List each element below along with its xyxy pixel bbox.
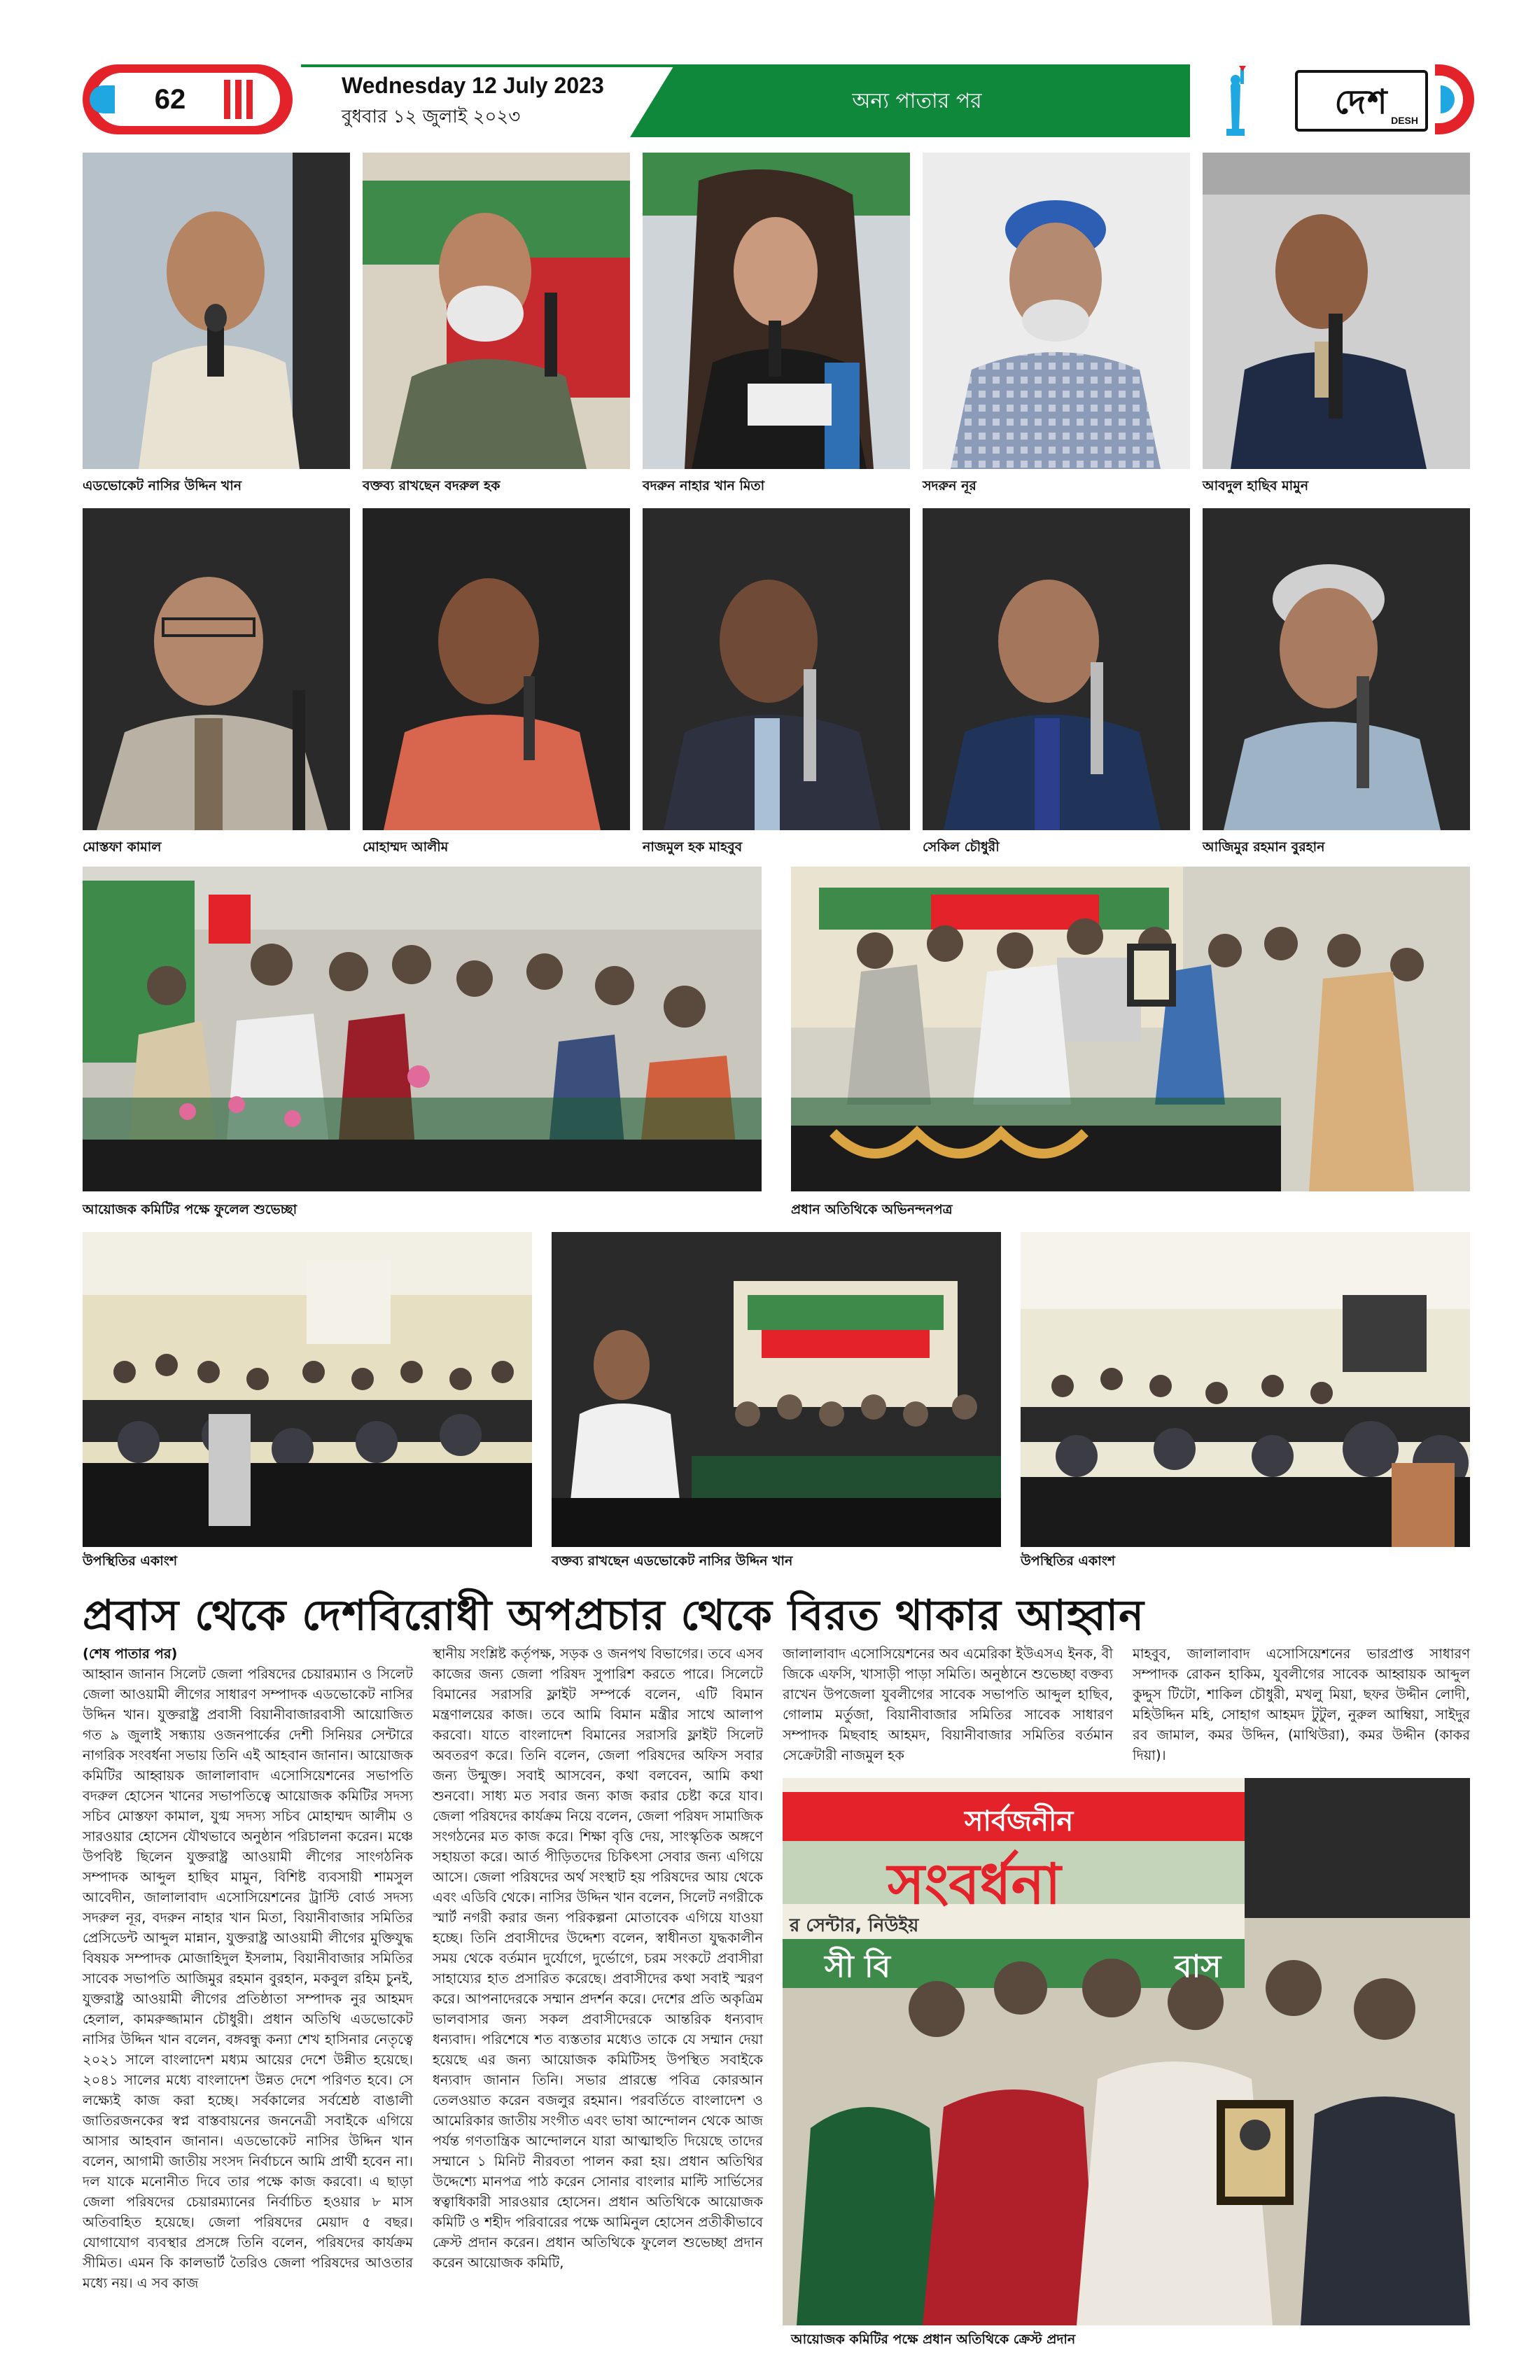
photo-caption: প্রধান অতিথিকে অভিনন্দনপত্র — [791, 1202, 953, 1217]
article-column-4 — [1133, 1644, 1470, 1770]
article-lead: (শেষ পাতার পর) — [83, 1646, 178, 1662]
article-column-2 — [433, 1644, 763, 2351]
photo-caption: সেকিল চৌধুরী — [923, 839, 1000, 855]
banner-text-low: সী বি — [825, 1949, 891, 1984]
photo-caption: আজিমুর রহমান বুরহান — [1203, 839, 1325, 855]
statue-of-liberty-icon — [1211, 64, 1260, 137]
audience-photo — [1021, 1232, 1470, 1547]
portrait-photo — [363, 153, 630, 469]
audience-photo — [83, 1232, 532, 1547]
page-number: 62 — [154, 84, 186, 115]
banner-text-main: সংবর্ধনা — [888, 1851, 1061, 1917]
portrait-photo — [83, 153, 350, 469]
article-text: জালালাবাদ এসোসিয়েশনের অব এমেরিকা ইউএসএ ইনক, বী জিকে এফসি, খাসাড়ী পাড়া সমিতি। অনুষ্ঠানে শুভেচ্ছা বক্তব্য রাখেন উপজেলা যুবলীগের সাবেক সভাপতি আব্দুল হাছিব, গোলাম মর্তুজা, বিয়ানীবাজার সমিতির সাবেক সাধারণ সম্পাদক মিছবাহ আহমদ, বিয়ানীবাজার সমিতির বর্তমান সেক্রেটারী নাজমুল হক — [783, 1646, 1113, 1763]
photo-caption: আবদুল হাছিব মামুন — [1203, 478, 1309, 493]
event-photo — [83, 867, 762, 1191]
photo-caption: বদরুন নাহার খান মিতা — [643, 478, 765, 493]
desh-logo — [1295, 70, 1428, 132]
photo-caption: বক্তব্য রাখছেন বদরুল হক — [363, 478, 500, 493]
desh-logo-text: দেশ — [1334, 84, 1389, 121]
photo-caption: এডভোকেট নাসির উদ্দিন খান — [83, 478, 242, 493]
photo-caption: বক্তব্য রাখছেন এডভোকেট নাসির উদ্দিন খান — [552, 1553, 793, 1569]
photo-caption: উপস্থিতির একাংশ — [1021, 1553, 1116, 1569]
date-english: Wednesday 12 July 2023 — [342, 73, 604, 98]
portrait-photo — [363, 508, 630, 830]
audience-photo — [552, 1232, 1001, 1547]
portrait-photo — [643, 153, 910, 469]
photo-caption: মোস্তফা কামাল — [83, 839, 162, 855]
photo-caption: নাজমুল হক মাহবুব — [643, 839, 743, 855]
article-text: আহ্বান জানান সিলেট জেলা পরিষদের চেয়ারম্যান ও সিলেট জেলা আওয়ামী লীগের সাধারণ সম্পাদক এডভোকেট নাসির উদ্দিন খান। যুক্তরাষ্ট্র প্রবাসী বিয়ানীবাজারবাসী আয়োজিত গত ৯ জুলাই সন্ধ্যায় ওজনপার্কের দেশী সিনিয়র সেন্টারে নাগরিক সংবর্ধনা সভায় তিনি এই আহবান জানান। আয়োজক কমিটির আহ্বায়ক জালালাবাদ এসোসিয়েশনের সভাপতি বদরুল হোসেন খানের সভাপতিত্বে আয়োজক কমিটির সদস্য সচিব মোস্তফা কামাল, যুগ্ম সদস্য সচিব মোহাম্মদ আলীম ও সারওয়ার হোসেন যৌথভাবে অনুষ্ঠান পরিচালনা করেন। মঞ্চে উপবিষ্ট ছিলেন যুক্তরাষ্ট্র আওয়ামী লীগের সাংগঠনিক সম্পাদক আব্দুল হাছিব মামুন, বিশিষ্ট ব্যবসায়ী শামসুল আবেদীন, জালালাবাদ এসোসিয়েশনের ট্রাস্টি বোর্ড সদস্য সদরুল নূর, বদরুন নাহার খান মিতা, বিয়ানীবাজার সমিতির প্রেসিডেন্ট আব্দুল মান্নান, যুক্তরাষ্ট্র আওয়ামী লীগের মুক্তিযুদ্ধ বিষয়ক সম্পাদক মোজাহিদুল ইসলাম, বিয়ানীবাজার সমিতির সাবেক সভাপতি আজিমুর রহমান বুরহান, মকবুল রহিম চুনই, যুক্তরাষ্ট্র আওয়ামী লীগের প্রতিষ্ঠাতা সম্পাদক নুর আহমদ হেলাল, কামরুজ্জামান চৌধুরী। প্রধান অতিথি এডভোকেট নাসির উদ্দিন খান বলেন, বঙ্গবন্ধু কন্যা শেখ হাসিনার নেতৃত্বে ২০২১ সালে বাংলাদেশ মধ্যম আয়ের দেশে উন্নীত হয়েছে। ২০৪১ সালের মধ্যে বাংলাদেশ উন্নত দেশে পরিণত হবে। সে লক্ষ্যেই কাজ করা হচ্ছে। সর্বকালের সর্বশ্রেষ্ঠ বাঙালী জাতিরজনকের স্বপ্ন বাস্তবায়নের জননেত্রী সবাইকে এগিয়ে আসার আহবান জানান। এডভোকেট নাসির উদ্দিন খান বলেন, আগামী জাতীয় সংসদ নির্বাচনে আমি প্রার্থী হবেন না। দল যাকে মনোনীত দিবে তার পক্ষে কাজ করবো। এ ছাড়া জেলা পরিষদের চেয়ারম্যানের নির্বাচিত হওয়ার ৮ মাস অতিবাহিত হয়েছে। জেলা পরিষদের মেয়াদ ৫ বছর। যোগাযোগ ব্যবস্থার প্রসঙ্গে তিনি বলেন, পরিষদের কার্যক্রম সীমিত। এমন কি কালভার্ট তৈরিও জেলা পরিষদের আওতার মধ্যে নয়। এ সব কাজ — [83, 1666, 413, 2291]
date-bengali: বুধবার ১২ জুলাই ২০২৩ — [342, 106, 521, 127]
photo-caption: উপস্থিতির একাংশ — [83, 1553, 178, 1569]
article-column-3 — [783, 1644, 1113, 1770]
article-headline: প্রবাস থেকে দেশবিরোধী অপপ্রচার থেকে বিরত থাকার আহ্বান — [83, 1591, 1144, 1640]
desh-logo-sub: DESH — [1391, 115, 1418, 126]
portrait-photo — [1203, 153, 1470, 469]
banner-text-side: র সেন্টার, নিউইয় — [790, 1915, 919, 1936]
photo-caption: মোহাম্মদ আলীম — [363, 839, 449, 855]
article-text: মাহবুব, জালালাবাদ এসোসিয়েশনের ভারপ্রাপ্ত সাধারণ সম্পাদক রোকন হাকিম, যুবলীগের সাবেক আহ্বায়ক আব্দুল কুদ্দুস টিটো, শাকিল চৌধুরী, মখলু মিয়া, ছফর উদ্দীন লোদী, মহিউদ্দিন মহি, সোহাগ আহমদ টুটুল, নুরুল আম্বিয়া, সাইদুর রব জামাল, কমর উদ্দিন, (মাথিউরা), কমর উদ্দীন (কাকর দিয়া)। — [1133, 1646, 1470, 1763]
photo-caption: আয়োজক কমিটির পক্ষে প্রধান অতিথিকে ক্রেস্ট প্রদান — [791, 2332, 1076, 2347]
article-text: স্থানীয় সংশ্লিষ্ট কর্তৃপক্ষ, সড়ক ও জনপথ বিভাগের। তবে এসব কাজের জন্য জেলা পরিষদ সুপারিশ করতে পারে। সিলেটে বিমানের সরাসরি ফ্লাইট সম্পর্কে বলেন, এটি বিমান মন্ত্রণালয়ের কাজ। তবে আমি বিমান মন্ত্রীর সাথে আলাপ করবো। যাতে বাংলাদেশ বিমানের সরাসরি ফ্লাইট সিলেট অবতরণ করে। তিনি বলেন, জেলা পরিষদের অফিস সবার জন্য উন্মুক্ত। সবাই আসবেন, কথা বলবেন, আমি কথা শুনবো। সাধ্য মত সবার জন্য কাজ করার চেষ্টা করে যাব। জেলা পরিষদের কার্যক্রম নিয়ে বলেন, জেলা পরিষদ সামাজিক সংগঠনের মত কাজ করে। শিক্ষা বৃত্তি দেয়, সাংস্কৃতিক অঙ্গণে সহায়তা করে। আর্ত পীড়িতদের চিকিৎসা সেবার জন্য এগিয়ে আসে। জেলা পরিষদের অর্থ সংস্থাট হয় পরিষদের আয় থেকে এবং এডিবি থেকে। নাসির উদ্দিন খান বলেন, সিলেট নগরীকে স্মার্ট নগরী করার জন্য পরিকল্পনা মোতাবেক এগিয়ে যাওয়া হচ্ছে। তিনি প্রবাসীদের উদ্দেশ্য বলেন, স্বাধীনতা যুদ্ধকালীন সময় থেকে বর্তমান দুর্যোগে, দুর্ভোগে, চরম সংকটে প্রবাসীরা সাহায্যের হাত প্রসারিত করেছে। প্রবাসীদের কথা সবাই স্মরণ করে। আপনাদেরকে সম্মান প্রদর্শন করে। দেশের প্রতি অকৃত্রিম ভালবাসার জন্য সকল প্রবাসীদেরকে আন্তরিক ধন্যবাদ ধন্যবাদ। পরিশেষে শত ব্যস্ততার মধ্যেও তাকে যে সম্মান দেয়া হয়েছে এর জন্য আয়োজক কমিটিসহ উপস্থিত সবাইকে ধন্যবাদ জানান তিনি। সভার প্রারম্ভে পবিত্র কোরআন তেলওয়াত করেন বজলুর রহমান। পরবর্তিতে বাংলাদেশ ও আমেরিকার জাতীয় সংগীত এবং ভাষা আন্দোলন থেকে আজ পর্যন্ত গণতান্ত্রিক আন্দোলনে যারা আত্মাহুতি দিয়েছে তাদের সম্মানে ১ মিনিট নীরবতা পালন করা হয়। প্রধান অতিথির উদ্দেশ্যে মানপত্র পাঠ করেন সোনার বাংলার মাল্টি সার্ভিসের স্বত্বাধিকারী সারওয়ার হোসেন। প্রধান অতিথিকে আয়োজক কমিটি ও শহীদ পরিবারের পক্ষে আমিনুল হোসেন প্রতীকীভাবে ক্রেস্ট প্রদান করেন। প্রধান অতিথিকে ফুলেল শুভেচ্ছা প্রদান করেন আয়োজক কমিটি, — [433, 1646, 763, 2271]
banner-text-top: সার্বজনীন — [965, 1805, 1074, 1837]
event-photo — [791, 867, 1470, 1191]
photo-caption: সদরুন নূর — [923, 478, 976, 493]
crest-presentation-photo — [783, 1778, 1470, 2325]
newspaper-logo-icon — [223, 77, 255, 122]
portrait-photo — [83, 508, 350, 830]
section-title: অন্য পাতার পর — [852, 89, 982, 113]
photo-caption: আয়োজক কমিটির পক্ষে ফুলেল শুভেচ্ছা — [83, 1202, 298, 1217]
banner-text-low-2: বাস — [1175, 1949, 1222, 1984]
article-column-1 — [83, 1644, 413, 2351]
header-left-accent — [90, 85, 115, 113]
portrait-photo — [923, 508, 1190, 830]
portrait-photo — [643, 508, 910, 830]
portrait-photo — [923, 153, 1190, 469]
portrait-photo — [1203, 508, 1470, 830]
